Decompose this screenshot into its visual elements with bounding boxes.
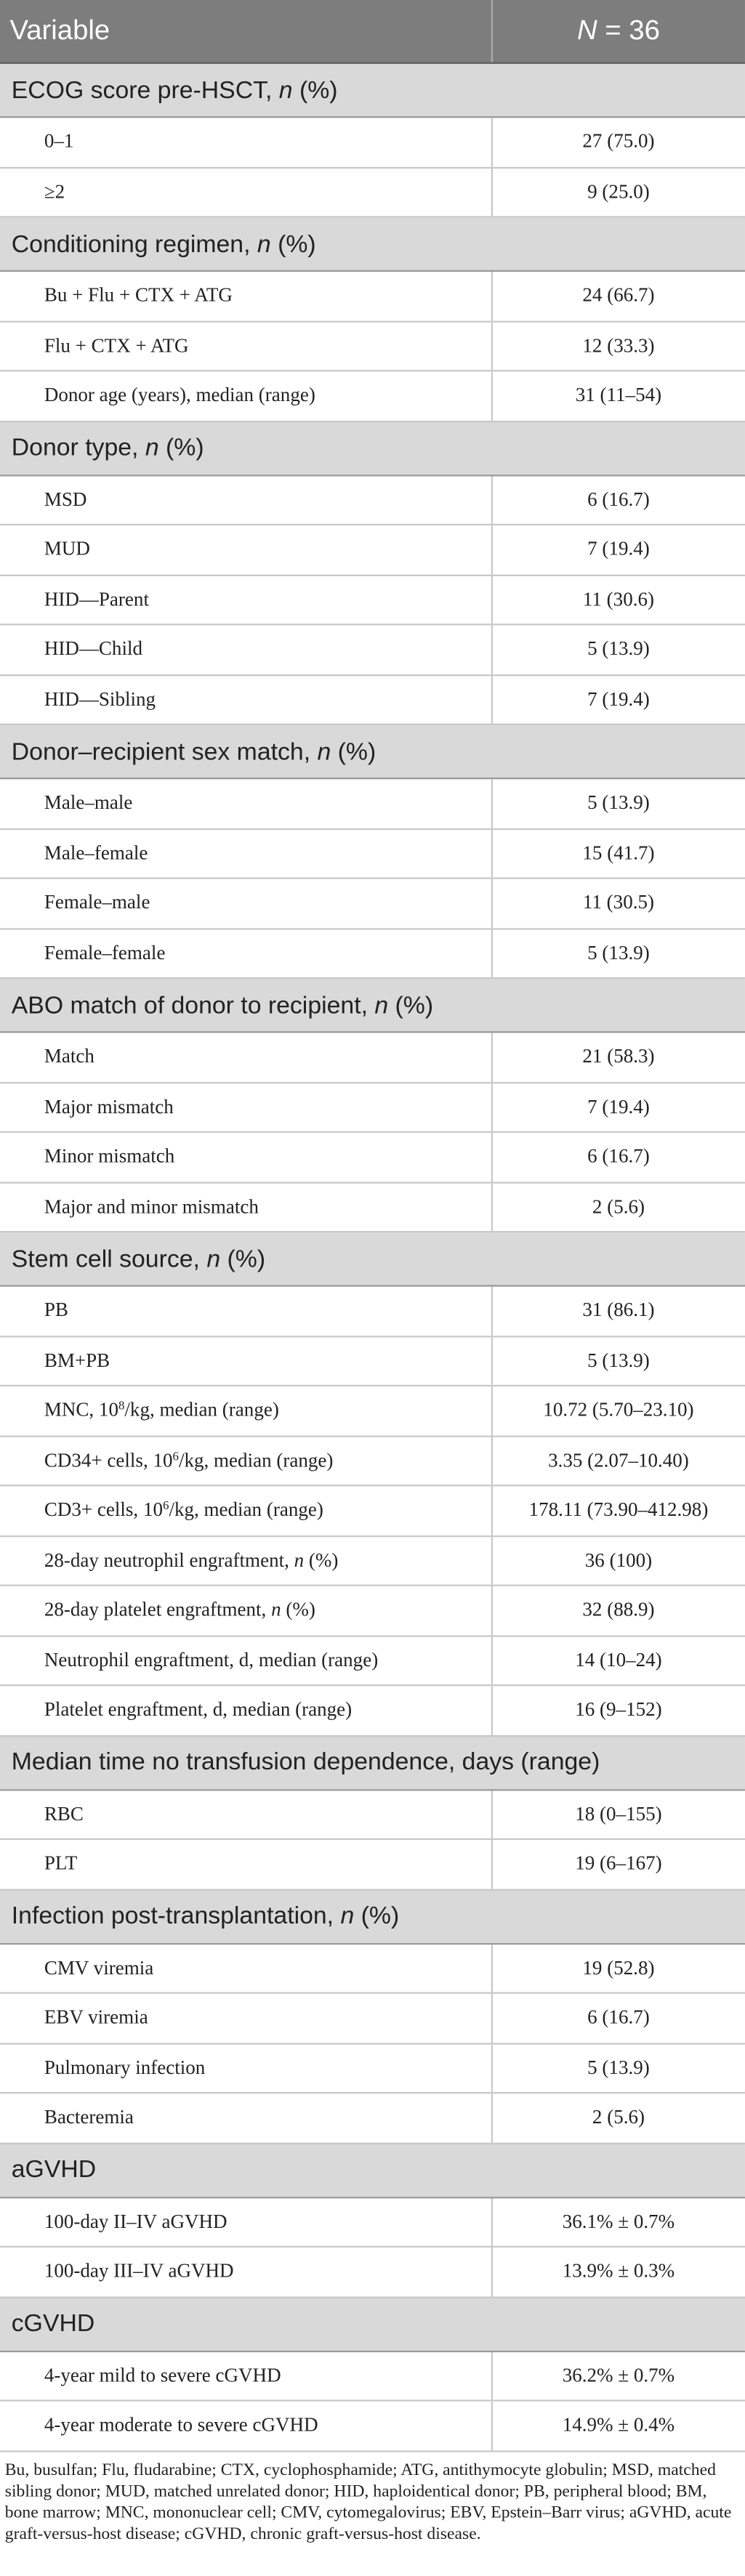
section-header-row — [0, 1735, 745, 1789]
row-label — [0, 2043, 491, 2093]
section-title-title: Conditioning regimen, — [11, 230, 257, 258]
section-title — [0, 1232, 745, 1285]
row-label — [0, 2401, 491, 2451]
row-label — [0, 1839, 491, 1889]
table-row — [0, 624, 745, 674]
row-label — [0, 1132, 491, 1182]
table-row — [0, 879, 745, 929]
section-header-row — [0, 63, 745, 117]
table-row — [0, 674, 745, 724]
row-label: PB — [44, 1298, 68, 1322]
row-value: 7 (19.4) — [491, 674, 745, 724]
header-n-label: N — [576, 15, 597, 47]
row-label: 4-year mild to severe cGVHD — [44, 2363, 281, 2386]
row-label: BM+PB — [44, 1348, 110, 1372]
row-label: Male–male — [44, 791, 133, 815]
section-title — [0, 2297, 745, 2351]
row-value: 7 (19.4) — [491, 1082, 745, 1132]
row-label — [0, 167, 491, 217]
row-label — [0, 1436, 491, 1486]
row-label: CMV viremia — [44, 1955, 154, 1979]
table-row — [0, 2043, 745, 2093]
section-title-title: Median time no transfusion dependence, days (range) — [11, 1748, 600, 1777]
row-value: 36.1% ± 0.7% — [491, 2197, 745, 2247]
table-row — [0, 2197, 745, 2247]
table-row — [0, 167, 745, 217]
section-title-title: Stem cell source, — [11, 1245, 207, 1273]
row-label: 4-year moderate to severe cGVHD — [44, 2413, 318, 2436]
section-title-title-tail: (%) — [331, 737, 376, 766]
row-value: 24 (66.7) — [491, 271, 745, 321]
section-title — [0, 978, 745, 1032]
table-row — [0, 1032, 745, 1082]
section-title — [0, 1735, 745, 1789]
row-label: Female–female — [44, 940, 166, 964]
table-row — [0, 321, 745, 371]
table-row — [0, 271, 745, 321]
section-title-title: Infection post-transplantation, — [11, 1902, 341, 1930]
table-row — [0, 1993, 745, 2043]
row-value: 13.9% ± 0.3% — [491, 2247, 745, 2297]
row-value: 15 (41.7) — [491, 828, 745, 879]
header-variable: Variable — [0, 0, 491, 63]
section-title-title-italic: n — [340, 1902, 355, 1930]
table-row — [0, 1485, 745, 1535]
row-value: 11 (30.5) — [491, 879, 745, 929]
row-value: 9 (25.0) — [491, 167, 745, 217]
row-label — [0, 2093, 491, 2143]
row-value: 36.2% ± 0.7% — [491, 2351, 745, 2401]
row-label: CD3+ cells, 10 — [44, 1498, 164, 1522]
table-row — [0, 1386, 745, 1436]
row-value: 5 (13.9) — [491, 778, 745, 828]
section-title-title: ABO match of donor to recipient, — [11, 991, 375, 1020]
row-label: EBV viremia — [44, 2006, 148, 2029]
table-row — [0, 1685, 745, 1735]
row-label: ≥2 — [44, 179, 65, 203]
row-value: 3.35 (2.07–10.40) — [491, 1436, 745, 1486]
table-row — [0, 2247, 745, 2297]
row-label — [0, 575, 491, 625]
row-label — [0, 778, 491, 828]
section-title-title-tail: (%) — [354, 1902, 400, 1930]
row-value: 31 (11–54) — [491, 371, 745, 421]
table-row — [0, 371, 745, 421]
section-header-row — [0, 2297, 745, 2351]
row-value: 19 (6–167) — [491, 1839, 745, 1889]
section-header-row — [0, 217, 745, 270]
row-label: Bacteremia — [44, 2105, 134, 2129]
table-row — [0, 1082, 745, 1132]
row-sup: 6 — [172, 1448, 179, 1463]
row-label — [0, 1586, 491, 1636]
row-label-italic: n — [271, 1598, 281, 1621]
row-sup: 8 — [118, 1398, 125, 1413]
row-label — [0, 2247, 491, 2297]
row-label-tail: /kg, median (range) — [124, 1398, 279, 1421]
row-label — [0, 1535, 491, 1586]
row-label-tail: /kg, median (range) — [178, 1448, 334, 1471]
row-label: Neutrophil engraftment, d, median (range) — [44, 1647, 379, 1671]
table-row — [0, 1943, 745, 1993]
row-value: 21 (58.3) — [491, 1032, 745, 1082]
section-title-title-tail: (%) — [220, 1245, 266, 1273]
row-label: MSD — [44, 487, 87, 511]
table-row — [0, 525, 745, 575]
row-label — [0, 1685, 491, 1735]
row-label: Female–male — [44, 891, 150, 914]
section-header-row — [0, 1232, 745, 1285]
row-label — [0, 1789, 491, 1839]
row-value: 5 (13.9) — [491, 928, 745, 978]
row-value: 32 (88.9) — [491, 1586, 745, 1636]
row-value: 7 (19.4) — [491, 525, 745, 575]
row-label: 100-day II–IV aGVHD — [44, 2209, 227, 2233]
table-row — [0, 1789, 745, 1839]
table-row — [0, 1535, 745, 1586]
section-header-row — [0, 2143, 745, 2197]
row-sup: 6 — [163, 1498, 169, 1514]
row-value: 14.9% ± 0.4% — [491, 2401, 745, 2451]
row-label: MUD — [44, 537, 90, 560]
row-label — [0, 271, 491, 321]
row-value: 10.72 (5.70–23.10) — [491, 1386, 745, 1436]
row-label — [0, 1635, 491, 1685]
section-title — [0, 217, 745, 270]
section-title-title-tail: (%) — [158, 433, 204, 462]
section-title-title: aGVHD — [11, 2155, 97, 2184]
row-label: CD34+ cells, 10 — [44, 1448, 173, 1471]
section-title-title: Donor–recipient sex match, — [11, 737, 318, 766]
row-label: RBC — [44, 1801, 84, 1825]
row-value: 11 (30.6) — [491, 575, 745, 625]
row-label-tail: (%) — [281, 1598, 315, 1621]
table-row — [0, 1336, 745, 1386]
row-value: 6 (16.7) — [491, 1993, 745, 2043]
table-row — [0, 1635, 745, 1685]
row-label — [0, 117, 491, 167]
table-footnote: Bu, busulfan; Flu, fludarabine; CTX, cyclophosphamide; ATG, antithymocyte globulin; MSD, matched sibling donor; MUD, matched unrelated donor; HID, haploidentical donor; PB, peripheral blood; BM, bone marrow; MNC, mononuclear cell; CMV, cytomegalovirus; EBV, Epstein–Barr virus; aGVHD, acute graft-versus-host disease; cGVHD, chronic graft-versus-host disease. — [4, 2460, 732, 2543]
table-row — [0, 117, 745, 167]
section-title-title: cGVHD — [11, 2309, 95, 2338]
table-row — [0, 2351, 745, 2401]
section-title — [0, 1889, 745, 1943]
row-label: 28-day platelet engraftment, — [44, 1598, 272, 1621]
table-header-row — [0, 0, 745, 63]
row-label: Minor mismatch — [44, 1144, 175, 1168]
row-label-italic: n — [294, 1548, 305, 1572]
row-label — [0, 928, 491, 978]
row-label: 100-day III–IV aGVHD — [44, 2259, 234, 2282]
row-value: 178.11 (73.90–412.98) — [491, 1485, 745, 1535]
table-row — [0, 1436, 745, 1486]
table-body — [0, 63, 745, 2451]
table-row — [0, 2093, 745, 2143]
table-row — [0, 1586, 745, 1636]
row-value: 27 (75.0) — [491, 117, 745, 167]
section-title — [0, 2143, 745, 2197]
section-title-title: Donor type, — [11, 433, 145, 462]
row-label — [0, 371, 491, 421]
row-label: 28-day neutrophil engraftment, — [44, 1548, 294, 1572]
header-n-value: = 36 — [597, 15, 660, 47]
table-row — [0, 575, 745, 625]
row-value: 2 (5.6) — [491, 1182, 745, 1232]
row-label: Flu + CTX + ATG — [44, 333, 189, 357]
row-label: Match — [44, 1044, 94, 1068]
row-label — [0, 1943, 491, 1993]
section-title-title-tail: (%) — [270, 230, 316, 258]
row-value: 12 (33.3) — [491, 321, 745, 371]
row-label — [0, 1485, 491, 1535]
row-label: MNC, 10 — [44, 1398, 118, 1421]
row-label: Pulmonary infection — [44, 2055, 206, 2079]
table-row — [0, 475, 745, 525]
row-value: 2 (5.6) — [491, 2093, 745, 2143]
row-value: 36 (100) — [491, 1535, 745, 1586]
table-row — [0, 778, 745, 828]
row-label — [0, 2197, 491, 2247]
row-label: Major and minor mismatch — [44, 1194, 259, 1218]
row-label: PLT — [44, 1852, 78, 1875]
section-header-row — [0, 1889, 745, 1943]
row-value: 5 (13.9) — [491, 2043, 745, 2093]
section-header-row — [0, 724, 745, 778]
row-label — [0, 624, 491, 674]
row-label — [0, 1182, 491, 1232]
row-label: HID—Child — [44, 637, 142, 661]
section-title-title: ECOG score pre-HSCT, — [11, 76, 279, 105]
section-header-row — [0, 978, 745, 1032]
row-value: 6 (16.7) — [491, 475, 745, 525]
row-label — [0, 1386, 491, 1436]
section-title-title-italic: n — [317, 737, 331, 766]
row-label: Donor age (years), median (range) — [44, 383, 315, 407]
row-label: HID—Parent — [44, 587, 149, 610]
section-title — [0, 63, 745, 117]
row-label: Platelet engraftment, d, median (range) — [44, 1697, 353, 1721]
row-label — [0, 2351, 491, 2401]
section-title-title-tail: (%) — [292, 76, 338, 105]
row-label — [0, 1285, 491, 1336]
section-title-title-tail: (%) — [388, 991, 434, 1020]
section-title-title-italic: n — [278, 76, 293, 105]
row-label — [0, 321, 491, 371]
row-label — [0, 1082, 491, 1132]
row-label: 0–1 — [44, 129, 74, 153]
row-label: Bu + Flu + CTX + ATG — [44, 283, 233, 307]
row-label: Male–female — [44, 841, 148, 864]
table-row — [0, 1839, 745, 1889]
table-row — [0, 1182, 745, 1232]
row-value: 16 (9–152) — [491, 1685, 745, 1735]
row-label — [0, 674, 491, 724]
table-row — [0, 1285, 745, 1336]
table-row — [0, 1132, 745, 1182]
section-title-title-italic: n — [206, 1245, 221, 1273]
section-title — [0, 421, 745, 475]
section-title-title-italic: n — [374, 991, 389, 1020]
row-value: 18 (0–155) — [491, 1789, 745, 1839]
row-label — [0, 879, 491, 929]
row-value: 14 (10–24) — [491, 1635, 745, 1685]
row-label — [0, 475, 491, 525]
row-label-tail: (%) — [304, 1548, 339, 1572]
row-label — [0, 1032, 491, 1082]
row-label: Major mismatch — [44, 1094, 174, 1118]
section-title-title-italic: n — [257, 230, 271, 258]
table-row — [0, 928, 745, 978]
table-row — [0, 828, 745, 879]
header-n — [491, 0, 745, 63]
table-row — [0, 2401, 745, 2451]
row-label — [0, 1336, 491, 1386]
row-label — [0, 828, 491, 879]
row-value: 6 (16.7) — [491, 1132, 745, 1182]
row-label — [0, 525, 491, 575]
row-value: 5 (13.9) — [491, 624, 745, 674]
section-header-row — [0, 421, 745, 475]
row-label — [0, 1993, 491, 2043]
row-value: 5 (13.9) — [491, 1336, 745, 1386]
row-label: HID—Sibling — [44, 687, 156, 711]
section-title — [0, 724, 745, 778]
row-value: 31 (86.1) — [491, 1285, 745, 1336]
section-title-title-italic: n — [145, 433, 159, 462]
row-value: 19 (52.8) — [491, 1943, 745, 1993]
row-label-tail: /kg, median (range) — [169, 1498, 323, 1522]
